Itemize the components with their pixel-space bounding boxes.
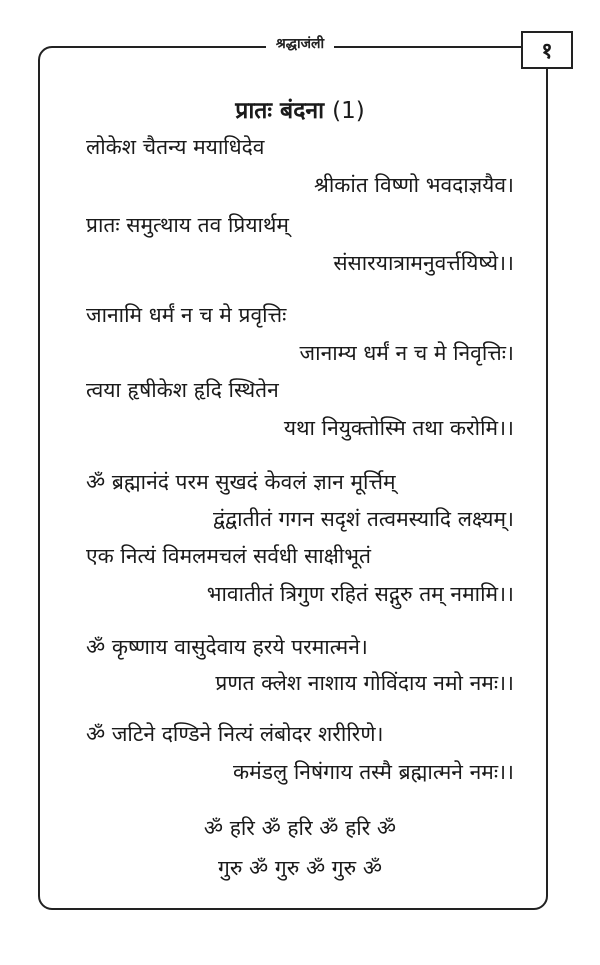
verse-line: जानामि धर्मं न च मे प्रवृत्तिः [86,303,287,327]
verse-line: लोकेश चैतन्य मयाधिदेव [86,135,265,159]
closing-chant: ॐ हरि ॐ हरि ॐ हरि ॐ [203,816,397,840]
verse-line: यथा नियुक्तोस्मि तथा करोमि।। [283,416,514,440]
heading-number: (1) [332,98,365,124]
verse-line: संसारयात्रामनुवर्त्तयिष्ये।। [333,251,514,275]
verse-line: प्रातः समुत्थाय तव प्रियार्थम् [86,213,289,237]
book-title: श्रद्धाजंली [266,36,334,52]
verse-line: प्रणत क्लेश नाशाय गोविंदाय नमो नमः।। [215,671,514,695]
verse-line: ॐ ब्रह्मानंदं परम सुखदं केवलं ज्ञान मूर्त्तिम् [86,470,396,494]
verse-line: ॐ जटिने दण्डिने नित्यं लंबोदर शरीरिणे। [86,722,384,746]
verse-line: भावातीतं त्रिगुण रहितं सद्गुरु तम् नमामि।। [206,582,514,606]
verse-line: एक नित्यं विमलमचलं सर्वधी साक्षीभूतं [86,544,371,568]
verse-line: द्वंद्वातीतं गगन सदृशं तत्वमस्यादि लक्ष्यम्। [212,507,514,531]
closing-chant: गुरु ॐ गुरु ॐ गुरु ॐ [218,856,382,880]
verse-line: त्वया हृषीकेश हृदि स्थितेन [86,378,279,402]
verse-line: श्रीकांत विष्णो भवदाज्ञयैव। [314,173,514,197]
section-heading [0,93,600,125]
verse-line: जानाम्य धर्मं न च मे निवृत्तिः। [299,341,514,365]
verse-line: ॐ कृष्णाय वासुदेवाय हरये परमात्मने। [86,635,368,659]
verse-line: कमंडलु निषंगाय तस्मै ब्रह्मात्मने नमः।। [233,760,514,784]
page-number: १ [521,31,573,69]
heading-title: प्रातः बंदना [235,98,325,124]
